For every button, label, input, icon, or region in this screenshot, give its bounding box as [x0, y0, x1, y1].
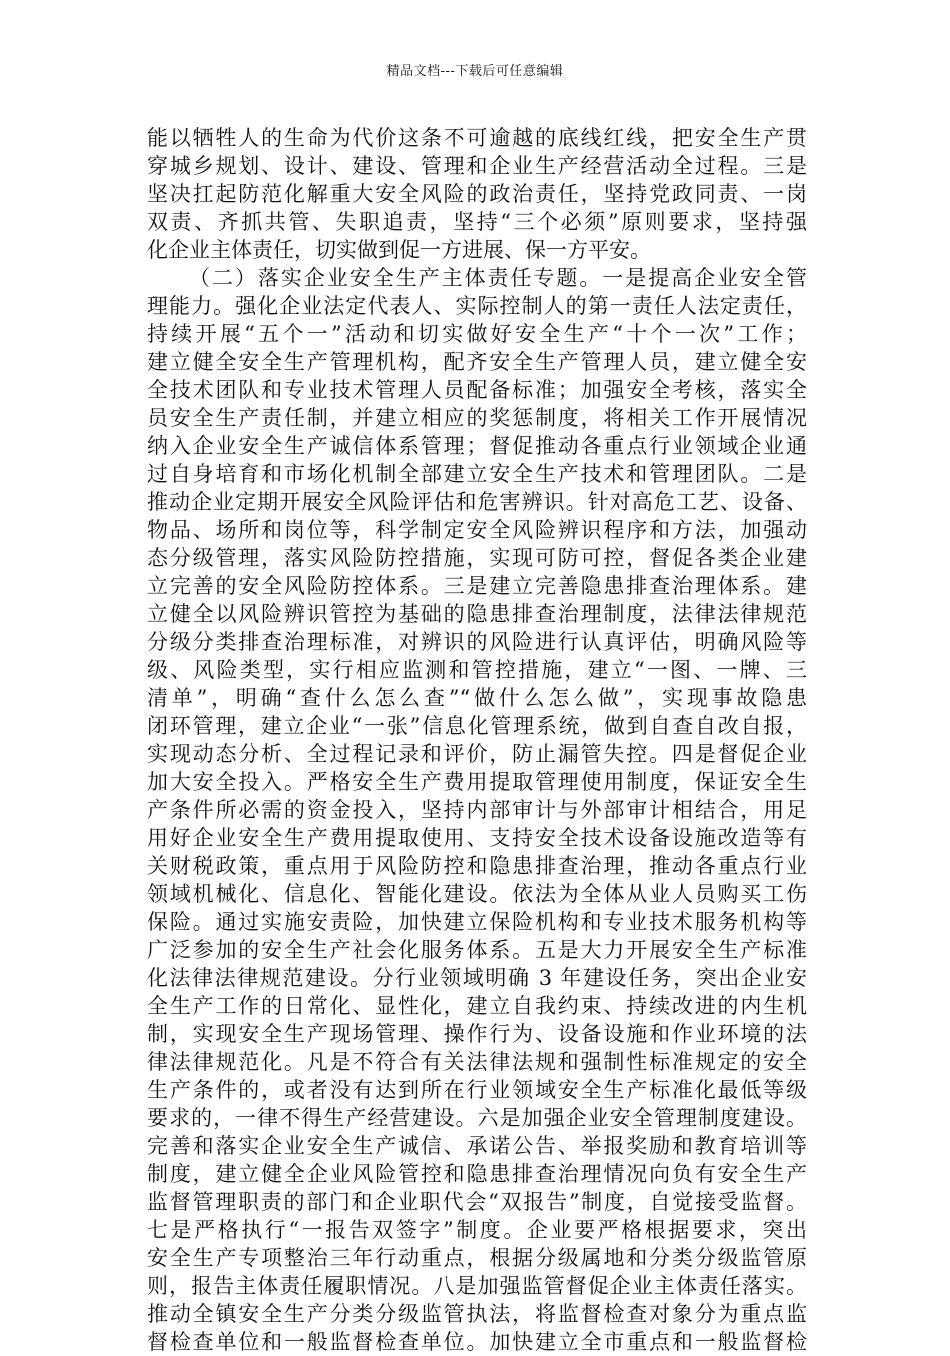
text-line: 督检查单位和一般监督检查单位。加快建立全市重点和一般监督检	[147, 1330, 807, 1354]
page-header: 精品文档---下载后可任意编辑	[386, 64, 564, 79]
text-line: 推动企业定期开展安全风险评估和危害辨识。针对高危工艺、设备、	[147, 490, 807, 514]
text-line: 纳入企业安全生产诚信体系管理；督促推动各重点行业领域企业通	[147, 434, 807, 458]
text-line: 分级分类排查治理标准，对辨识的风险进行认真评估，明确风险等	[147, 630, 807, 654]
text-line: 要求的，一律不得生产经营建设。六是加强企业安全管理制度建设。	[147, 1106, 807, 1130]
text-line: 保险。通过实施安责险，加快建立保险机构和专业技术服务机构等	[147, 910, 807, 934]
text-line: 实现动态分析、全过程记录和评价，防止漏管失控。四是督促企业	[147, 742, 807, 766]
text-line: 过自身培育和市场化机制全部建立安全生产技术和管理团队。二是	[147, 462, 807, 486]
text-line: 坚决扛起防范化解重大安全风险的政治责任，坚持党政同责、一岗	[147, 182, 807, 206]
text-line: 制度，建立健全企业风险管控和隐患排查治理情况向负有安全生产	[147, 1162, 807, 1186]
text-line: 制，实现安全生产现场管理、操作行为、设备设施和作业环境的法	[147, 1022, 807, 1046]
text-line: 广泛参加的安全生产社会化服务体系。五是大力开展安全生产标准	[147, 938, 807, 962]
text-line: 全生产工作的日常化、显性化，建立自我约束、持续改进的内生机	[147, 994, 807, 1018]
section-heading-line: （二）落实企业安全生产主体责任专题。一是提高企业安全管	[189, 266, 807, 290]
text-line: 持续开展“五个一”活动和切实做好安全生产“十个一次”工作；	[147, 322, 807, 346]
text-line: 双责、齐抓共管、失职追责，坚持“三个必须”原则要求，坚持强	[147, 210, 807, 234]
text-line: 建立健全安全生产管理机构，配齐安全生产管理人员，建立健全安	[147, 350, 807, 374]
text-line: 立完善的安全风险防控体系。三是建立完善隐患排查治理体系。建	[147, 574, 807, 598]
text-line: 安全生产专项整治三年行动重点，根据分级属地和分类分级监管原	[147, 1246, 807, 1270]
text-line: 员安全生产责任制，并建立相应的奖惩制度，将相关工作开展情况	[147, 406, 807, 430]
text-line: 推动全镇安全生产分类分级监管执法，将监督检查对象分为重点监	[147, 1302, 807, 1326]
text-line: 化企业主体责任，切实做到促一方进展、保一方平安。	[147, 238, 651, 262]
text-line: 全技术团队和专业技术管理人员配备标准；加强安全考核，落实全	[147, 378, 807, 402]
text-line: 关财税政策，重点用于风险防控和隐患排查治理，推动各重点行业	[147, 854, 807, 878]
text-line: 完善和落实企业安全生产诚信、承诺公告、举报奖励和教育培训等	[147, 1134, 807, 1158]
text-line: 七是严格执行“一报告双签字”制度。企业要严格根据要求，突出	[147, 1218, 807, 1242]
text-line: 监督管理职责的部门和企业职代会“双报告”制度，自觉接受监督。	[147, 1190, 807, 1214]
text-line: 则，报告主体责任履职情况。八是加强监管督促企业主体责任落实。	[147, 1274, 807, 1298]
text-line: 清单”，明确“查什么怎么查”“做什么怎么做”，实现事故隐患	[147, 686, 807, 710]
text-line: 立健全以风险辨识管控为基础的隐患排查治理制度，法律法律规范	[147, 602, 807, 626]
text-line: 加大安全投入。严格安全生产费用提取管理使用制度，保证安全生	[147, 770, 807, 794]
text-line: 穿城乡规划、设计、建设、管理和企业生产经营活动全过程。三是	[147, 154, 807, 178]
text-line: 用好企业安全生产费用提取使用、支持安全技术设备设施改造等有	[147, 826, 807, 850]
text-line: 态分级管理，落实风险防控措施，实现可防可控，督促各类企业建	[147, 546, 807, 570]
text-line: 理能力。强化企业法定代表人、实际控制人的第一责任人法定责任，	[147, 294, 807, 318]
text-line: 产条件所必需的资金投入，坚持内部审计与外部审计相结合，用足	[147, 798, 807, 822]
text-line: 律法律规范化。凡是不符合有关法律法规和强制性标准规定的安全	[147, 1050, 807, 1074]
text-line: 闭环管理，建立企业“一张”信息化管理系统，做到自查自改自报，	[147, 714, 807, 738]
text-line: 能以牺牲人的生命为代价这条不可逾越的底线红线，把安全生产贯	[147, 126, 807, 150]
text-line: 领域机械化、信息化、智能化建设。依法为全体从业人员购买工伤	[147, 882, 807, 906]
text-line: 化法律法律规范建设。分行业领域明确 3 年建设任务，突出企业安	[147, 966, 807, 990]
text-line: 级、风险类型，实行相应监测和管控措施，建立“一图、一牌、三	[147, 658, 807, 682]
text-line: 生产条件的，或者没有达到所在行业领域安全生产标准化最低等级	[147, 1078, 807, 1102]
text-line: 物品、场所和岗位等，科学制定安全风险辨识程序和方法，加强动	[147, 518, 807, 542]
